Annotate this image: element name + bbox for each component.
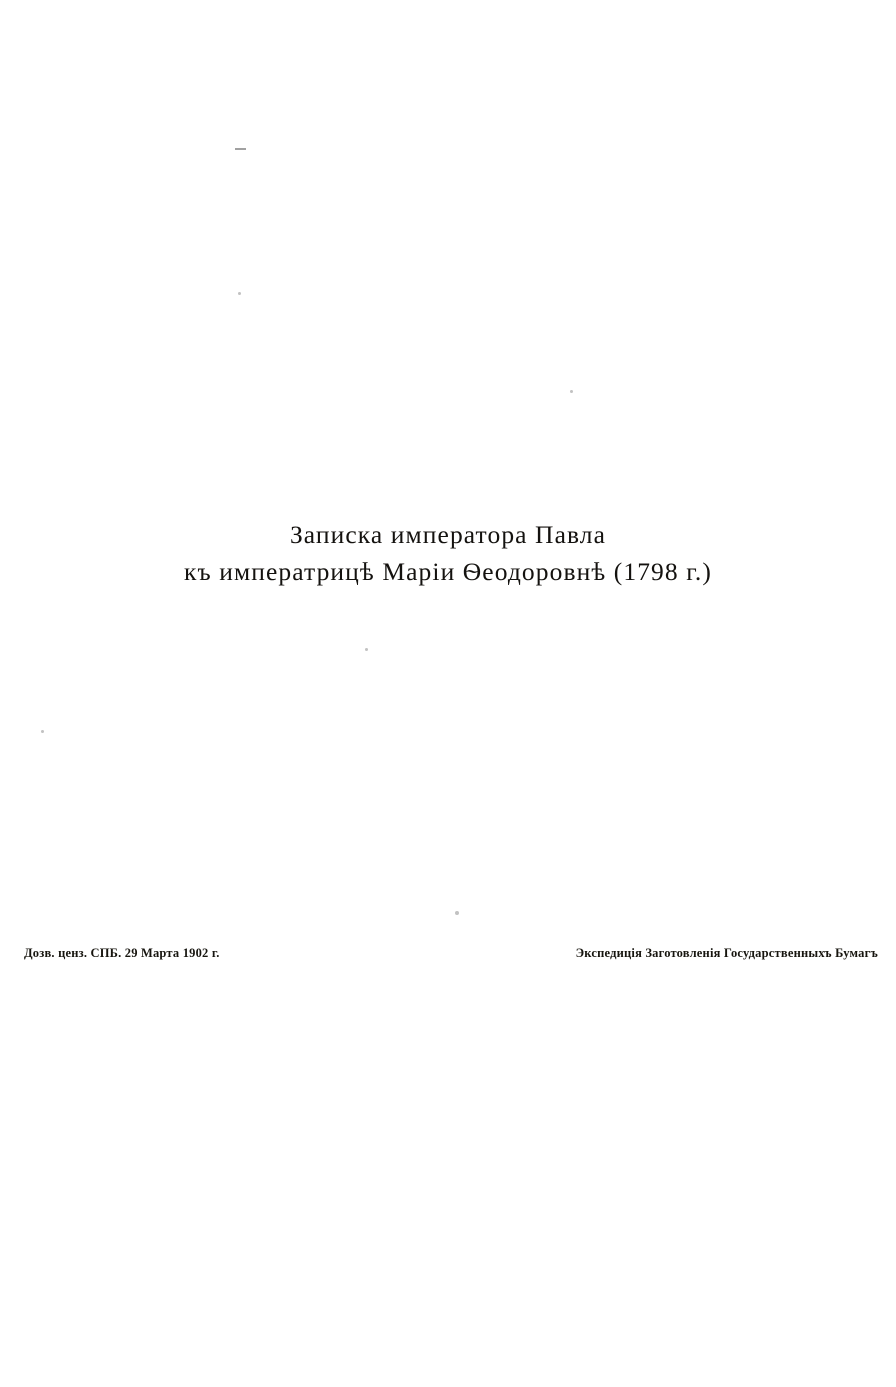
- printer-imprint: Экспедиція Заготовленія Государственныхъ Бумагъ: [575, 946, 878, 960]
- page-title-line-2: къ императрицѣ Маріи Ѳеодоровнѣ (1798 г.): [184, 557, 712, 586]
- speck-left-margin-icon: [41, 730, 44, 733]
- speck-lower-center-icon: [455, 911, 459, 915]
- page-title: [0, 516, 896, 590]
- speck-upper-left-icon: [238, 292, 241, 295]
- censorship-note: Дозв. ценз. СПБ. 29 Марта 1902 г.: [24, 946, 220, 960]
- speck-upper-right-icon: [570, 390, 573, 393]
- speck-mid-left-icon: [365, 648, 368, 651]
- imprint: [0, 946, 896, 968]
- page-title-line-1: Записка императора Павла: [289, 520, 607, 549]
- dash-mark-top-icon: [235, 148, 246, 150]
